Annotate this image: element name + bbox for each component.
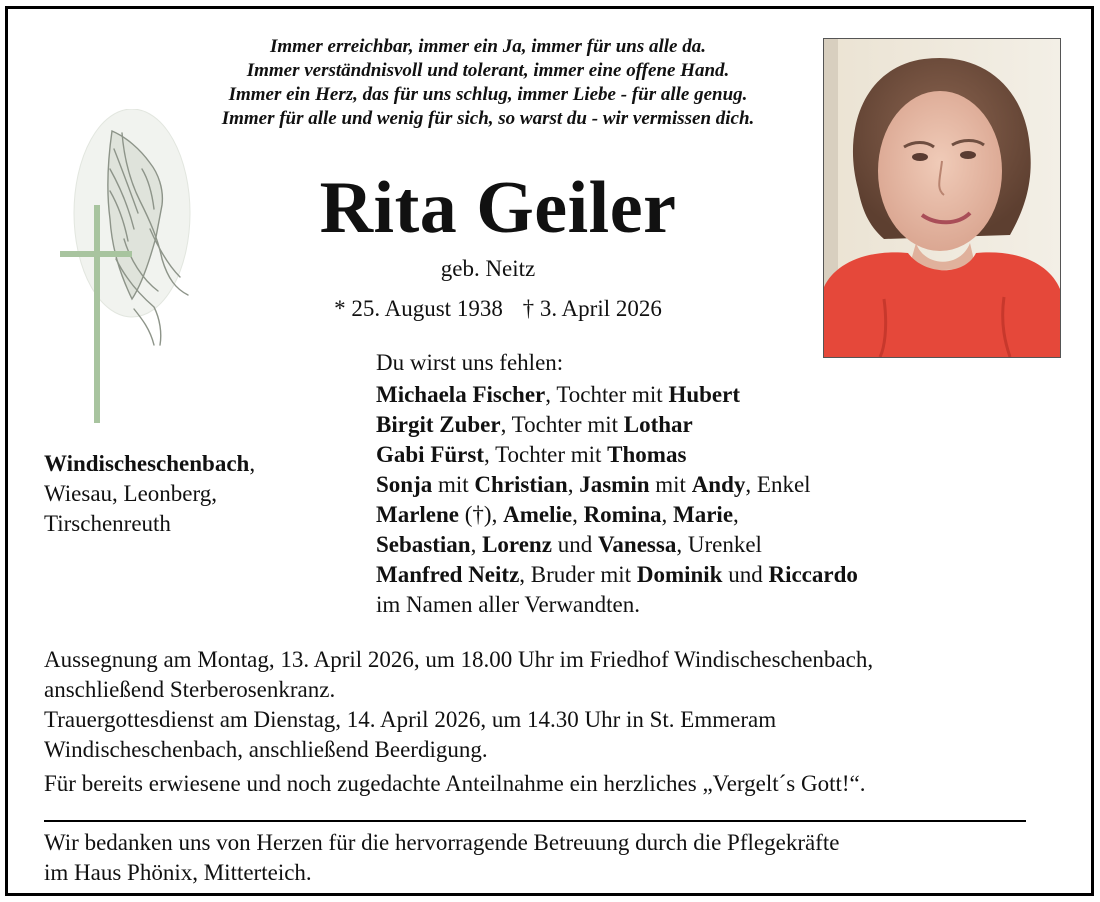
mourner-name: Manfred Neitz <box>376 562 520 587</box>
obituary-notice <box>5 6 1094 896</box>
deceased-name: Rita Geiler <box>319 167 677 249</box>
mourner-line <box>376 380 858 410</box>
mourner-text: mit <box>432 472 475 497</box>
mourner-text: , <box>567 472 580 497</box>
birth-date: * 25. August 1938 <box>334 296 503 321</box>
mourner-text: , Tochter mit <box>500 412 624 437</box>
mourner-text: , <box>733 502 739 527</box>
service-info <box>44 645 1044 799</box>
mourner-name: Dominik <box>636 562 723 587</box>
mourner-line <box>376 470 858 500</box>
poem-line: Immer verständnisvoll und tolerant, immer eine offene Hand. <box>246 60 730 81</box>
praying-hands-cross-emblem <box>50 109 200 429</box>
mourner-name: Gabi Fürst <box>376 442 484 467</box>
service-line: Windischeschenbach, anschließend Beerdigung. <box>44 737 488 762</box>
mourner-line <box>376 530 858 560</box>
divider-line <box>44 820 1026 822</box>
mourner-name: Thomas <box>607 442 687 467</box>
place-main: Windischeschenbach <box>44 451 250 476</box>
service-line: Trauergottesdienst am Dienstag, 14. April 2026, um 14.30 Uhr in St. Emmeram <box>44 707 777 732</box>
mourner-line <box>376 590 858 620</box>
mourner-text: , Urenkel <box>676 532 762 557</box>
mourner-text: (†), <box>459 502 504 527</box>
mourner-name: Andy <box>691 472 746 497</box>
poem-line: Immer erreichbar, immer ein Ja, immer für uns alle da. <box>270 36 706 57</box>
life-dates <box>258 293 738 325</box>
mourner-text: im Namen aller Verwandten. <box>376 592 640 617</box>
mourner-text: , <box>470 532 483 557</box>
mourner-name: Riccardo <box>768 562 858 587</box>
mourners-intro: Du wirst uns fehlen: <box>376 350 564 375</box>
mourner-name: Sebastian <box>376 532 471 557</box>
mourner-text: mit <box>649 472 692 497</box>
death-date: † 3. April 2026 <box>522 296 662 321</box>
mourners-list <box>376 348 858 620</box>
mourner-line <box>376 410 858 440</box>
poem-line: Immer für alle und wenig für sich, so warst du - wir vermissen dich. <box>221 108 755 129</box>
mourner-name: Lothar <box>623 412 693 437</box>
mourner-name: Lorenz <box>482 532 552 557</box>
care-thanks-line: Wir bedanken uns von Herzen für die hervorragende Betreuung durch die Pflegekräfte <box>44 830 840 855</box>
mourner-name: Christian <box>474 472 568 497</box>
mourner-name: Jasmin <box>579 472 650 497</box>
care-thanks <box>44 828 839 888</box>
mourner-line <box>376 560 858 590</box>
mourner-name: Michaela Fischer <box>376 382 546 407</box>
mourner-text: und <box>722 562 769 587</box>
mourner-name: Amelie <box>503 502 573 527</box>
mourner-text: , Bruder mit <box>519 562 637 587</box>
place-line: Tirschenreuth <box>44 511 171 536</box>
maiden-name: geb. Neitz <box>440 256 536 281</box>
care-thanks-line: im Haus Phönix, Mitterteich. <box>44 860 312 885</box>
mourner-name: Vanessa <box>597 532 677 557</box>
place-line: Wiesau, Leonberg, <box>44 481 218 506</box>
mourner-text: und <box>551 532 598 557</box>
mourner-name: Marlene <box>376 502 460 527</box>
places <box>44 449 255 539</box>
place-main-comma: , <box>249 451 256 476</box>
mourner-line <box>376 440 858 470</box>
mourner-text: , Enkel <box>745 472 811 497</box>
mourner-text: , <box>572 502 584 527</box>
mourner-text: , <box>661 502 674 527</box>
mourners-lines <box>376 380 858 620</box>
mourner-name: Birgit Zuber <box>376 412 501 437</box>
condolence-thanks: Für bereits erwiesene und noch zugedachte Anteilnahme ein herzliches „Vergelt´s Gott!“. <box>44 771 866 796</box>
mourner-text: , Tochter mit <box>545 382 669 407</box>
memorial-poem <box>158 35 818 131</box>
mourner-line <box>376 500 858 530</box>
mourner-text: , Tochter mit <box>483 442 608 467</box>
portrait-photo <box>823 38 1061 358</box>
mourner-name: Romina <box>583 502 662 527</box>
poem-line: Immer ein Herz, das für uns schlug, immer Liebe - für alle genug. <box>228 84 748 105</box>
mourner-name: Marie <box>673 502 734 527</box>
mourner-name: Sonja <box>376 472 433 497</box>
mourner-name: Hubert <box>668 382 740 407</box>
service-line: anschließend Sterberosenkranz. <box>44 677 336 702</box>
service-line: Aussegnung am Montag, 13. April 2026, um 18.00 Uhr im Friedhof Windischeschenbach, <box>44 647 874 672</box>
